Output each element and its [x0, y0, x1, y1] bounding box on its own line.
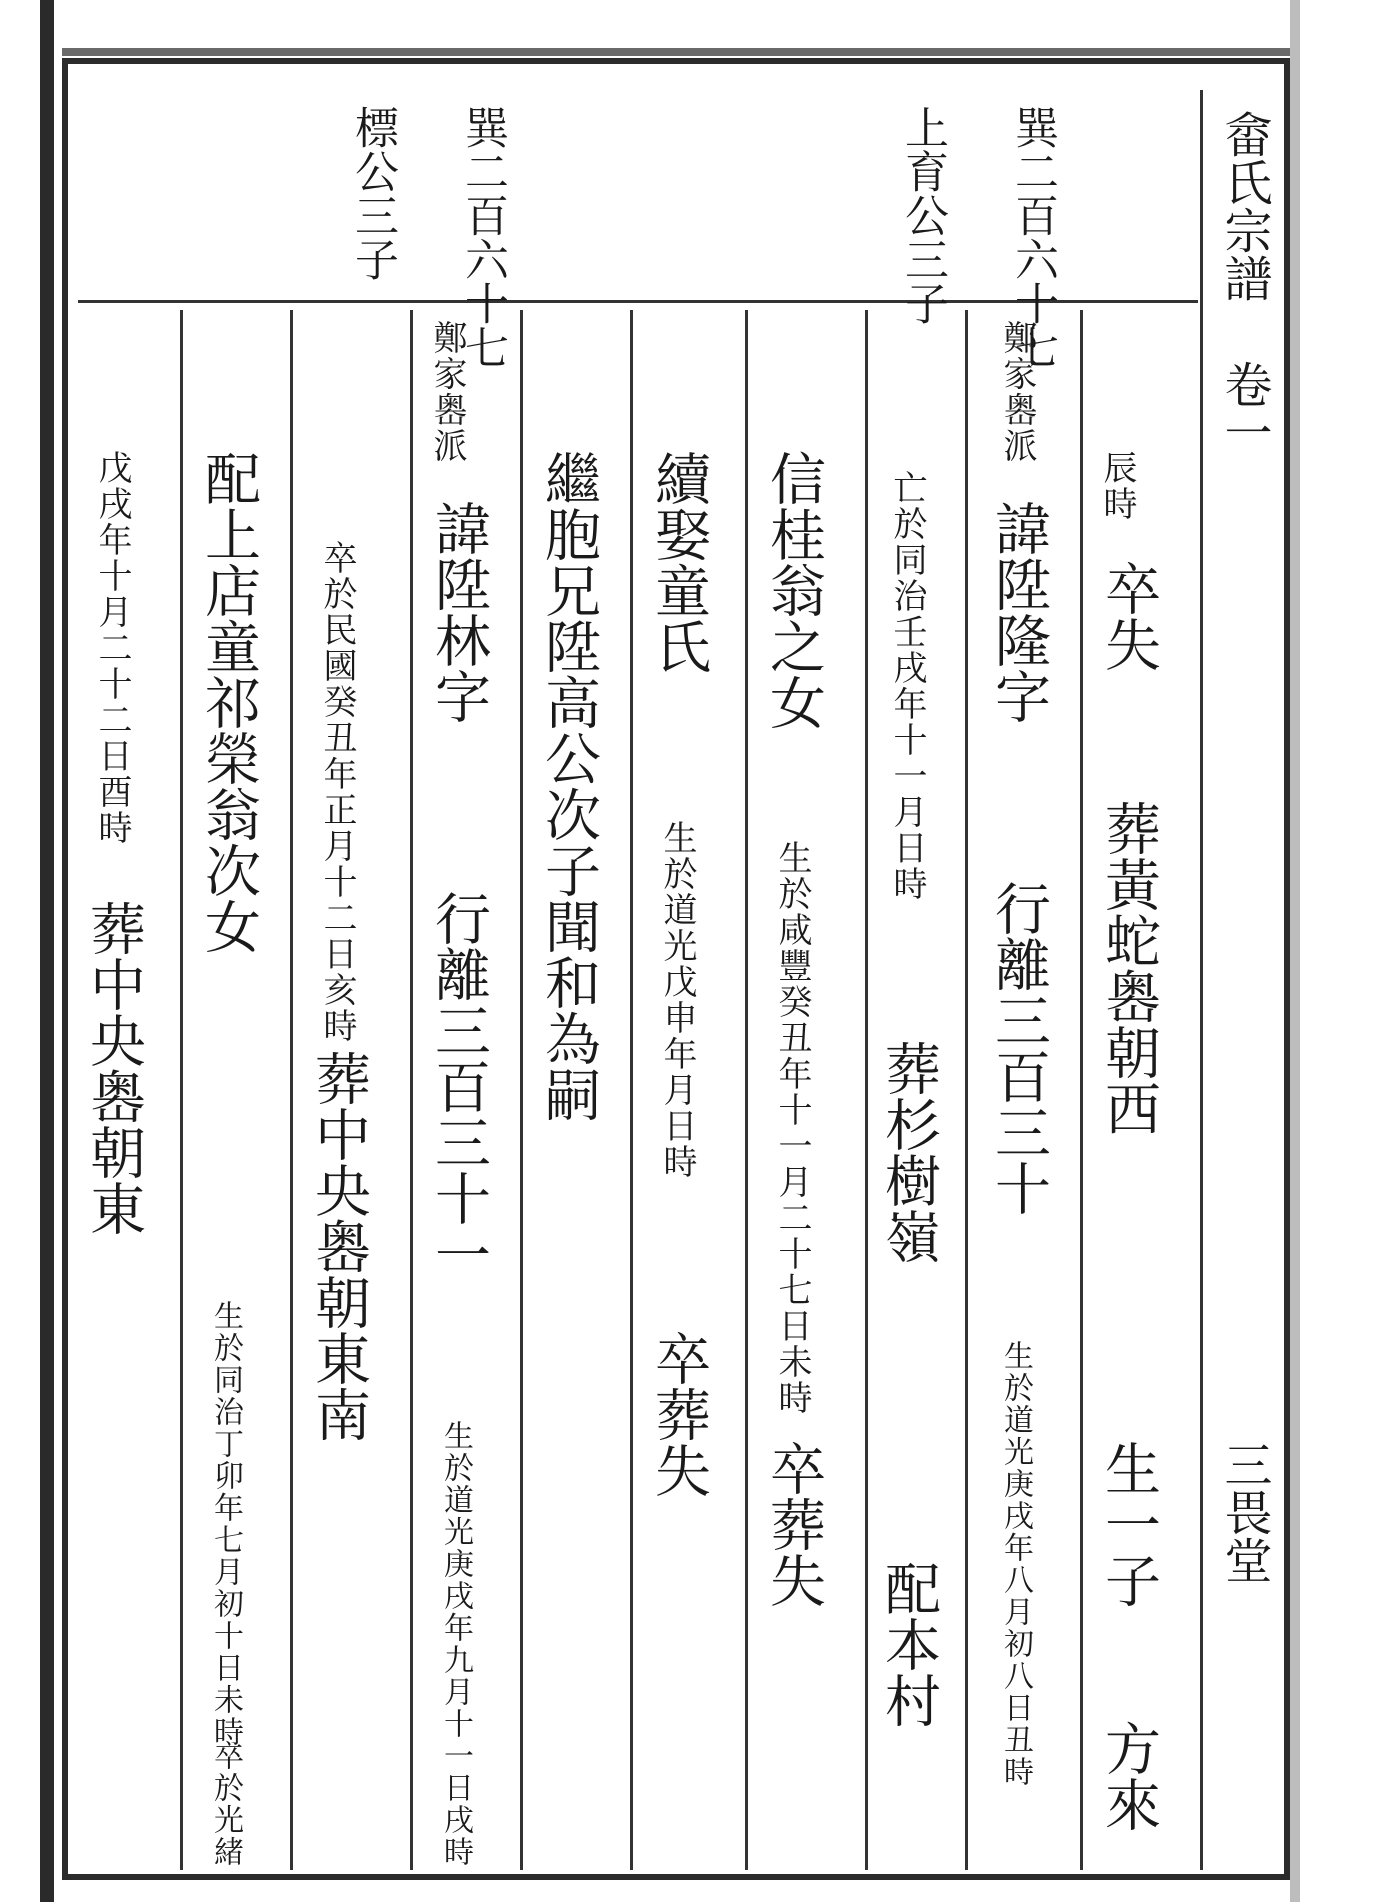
entry2-spouse-death: 卒於光緒 [208, 1740, 243, 1868]
entry2-grave: 葬中央嶴朝東南 [306, 1050, 371, 1442]
header-divider [1200, 90, 1203, 1870]
hall-name: 三畏堂 [1216, 1440, 1272, 1584]
entry2-birth: 生於道光庚戌年九月十一日戌時 [438, 1420, 473, 1868]
upper-note-1-text: 上育公三子 [897, 105, 948, 325]
col-rule-7 [410, 310, 413, 1870]
col-rule-6 [520, 310, 523, 1870]
entry1-spouse-label: 配本村 [876, 1560, 941, 1728]
entry1-grave: 葬黃蛇嶴朝西 [1096, 800, 1161, 1136]
entry2-spouse-grave: 葬中央嶴朝東 [81, 900, 146, 1236]
entry1-children: 生一子 [1096, 1440, 1161, 1608]
entry2-spouse-name: 配上店童祁榮翁次女 [196, 450, 261, 954]
entry1-spouse-birth: 生於咸豐癸丑年十一月二十七日未時 [772, 840, 812, 1416]
col-rule-4 [745, 310, 748, 1870]
entry1-spouse-name: 信桂翁之女 [761, 450, 826, 730]
entry1-birth: 生於道光庚戌年八月初八日丑時 [998, 1340, 1033, 1788]
entry1-death-status: 卒失 [1096, 560, 1161, 672]
top-border-rule [62, 48, 1290, 56]
entry1-son-name: 方來 [1096, 1720, 1161, 1832]
col-rule-8 [290, 310, 293, 1870]
col-rule-1 [1080, 310, 1083, 1870]
remarry-spouse: 續娶童氏 [646, 450, 711, 674]
entry2-spouse-death-date: 戊戌年十月二十二日酉時 [92, 450, 132, 846]
col-rule-3 [865, 310, 868, 1870]
entry2-death: 卒於民國癸丑年正月十二日亥時 [317, 540, 357, 1044]
entry2-order: 行離三百三十一 [426, 890, 491, 1282]
col-rule-2 [965, 310, 968, 1870]
entry1-burial: 葬杉樹嶺 [876, 1040, 941, 1264]
entry2-branch: 鄭家嶴派 [427, 320, 467, 464]
entry1-order: 行離三百三十 [986, 880, 1051, 1216]
book-title: 畲氏宗譜 [1216, 110, 1272, 302]
remarry-death: 卒葬失 [646, 1330, 711, 1498]
upper-note-2-name: 巽二百六十七 [457, 105, 508, 369]
entry1-spouse-death: 卒葬失 [761, 1440, 826, 1608]
entry1-death: 亡於同治壬戌年十一月日時 [887, 470, 927, 902]
volume-label: 卷一 [1216, 360, 1272, 456]
entry1-branch: 鄭家嶴派 [997, 320, 1037, 464]
entry2-spouse-birth: 生於同治丁卯年七月初十日未時 [208, 1300, 243, 1748]
col-rule-5 [630, 310, 633, 1870]
adoption-note: 繼胞兄陞高公次子聞和為嗣 [536, 450, 601, 1122]
entry2-head: 諱陞林字 [426, 500, 491, 724]
remarry-birth: 生於道光戊申年月日時 [657, 820, 697, 1180]
col-rule-9 [180, 310, 183, 1870]
entry1-col-a: 辰時 [1097, 450, 1137, 522]
upper-note-2-text: 標公三子 [347, 105, 398, 281]
scan-edge-left [40, 0, 54, 1902]
scan-edge-right [1290, 0, 1300, 1902]
upper-note-1-name: 巽二百六十七 [1007, 105, 1058, 369]
entry1-head: 諱陞隆字 [986, 500, 1051, 724]
